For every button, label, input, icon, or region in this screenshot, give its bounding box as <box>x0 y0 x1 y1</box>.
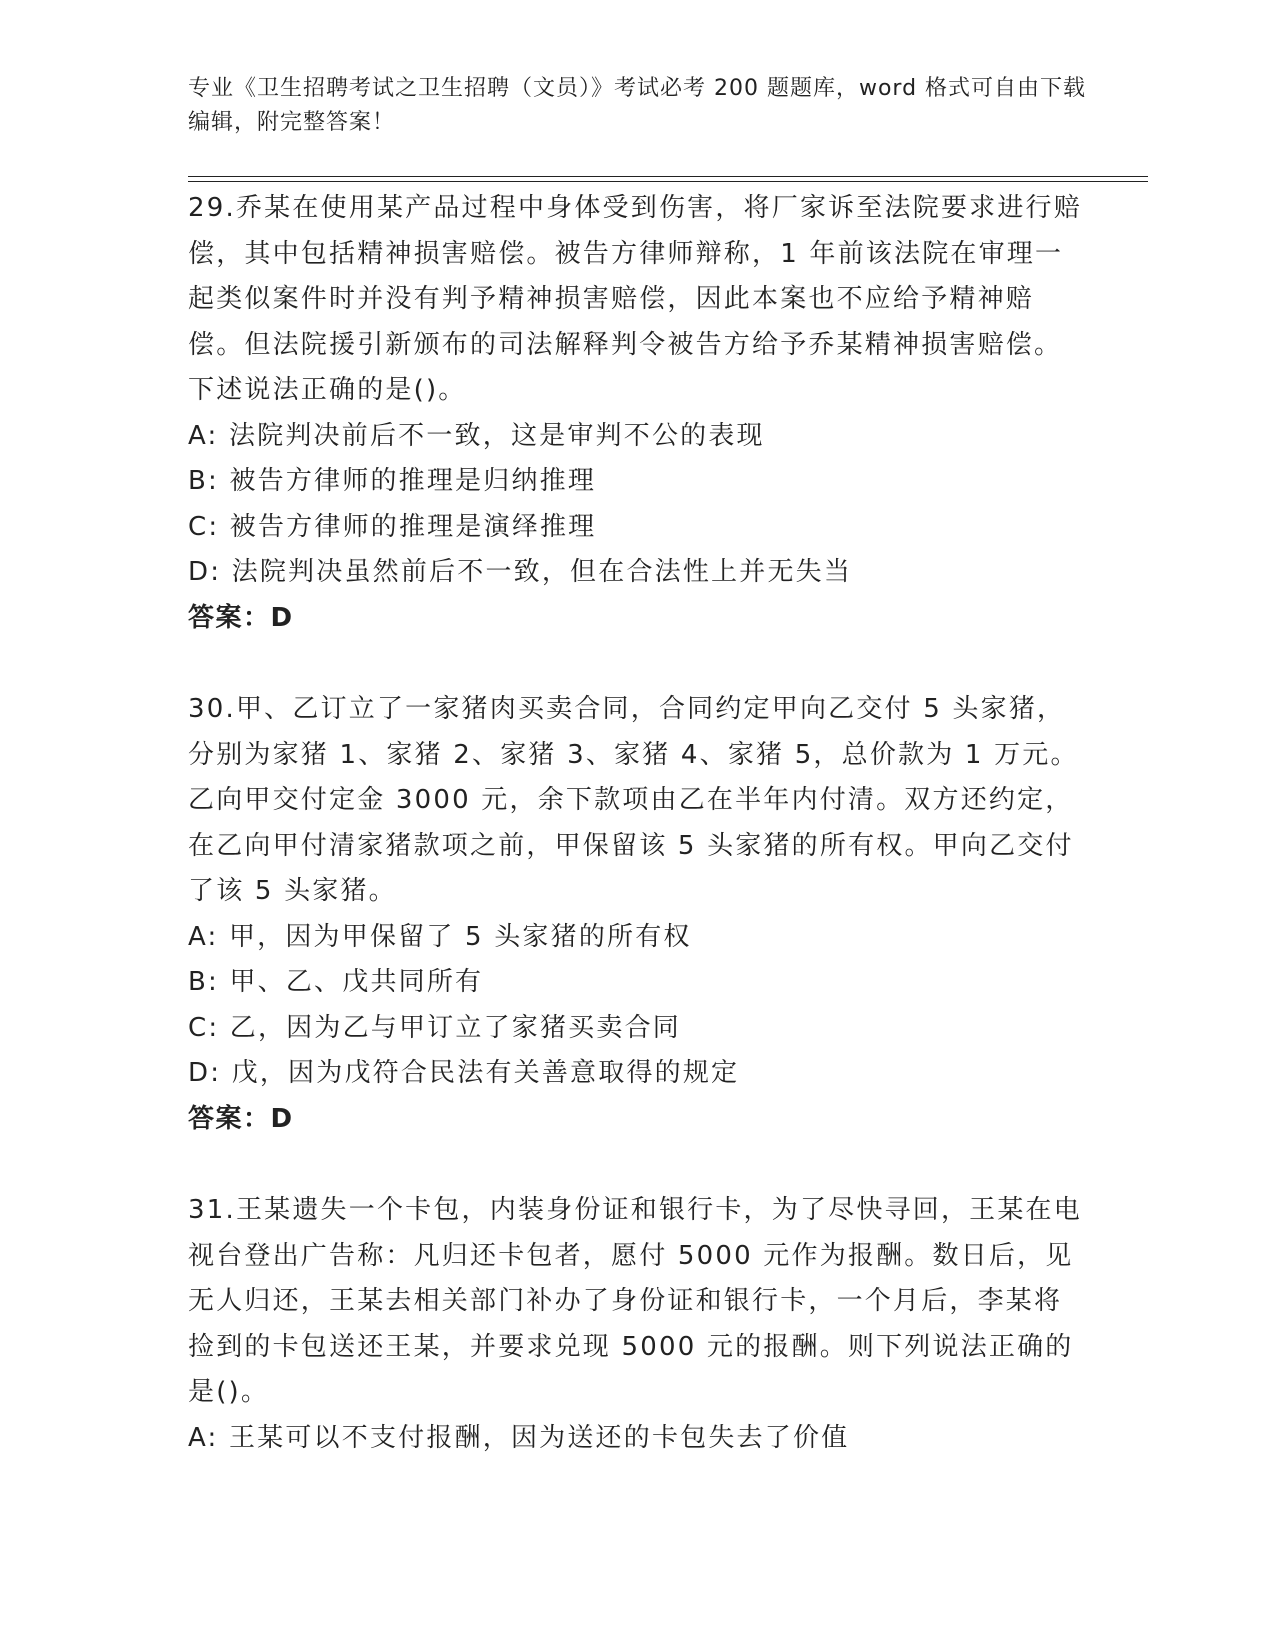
option-a: A: 王某可以不支付报酬，因为送还的卡包失去了价值 <box>188 1422 850 1453</box>
option-b: B: 被告方律师的推理是归纳推理 <box>188 466 597 496</box>
question-30 <box>188 687 1088 1142</box>
option-list <box>188 414 1088 596</box>
option-a: A: 甲，因为甲保留了 5 头家猪的所有权 <box>188 921 692 952</box>
question-spacer <box>188 1142 1088 1188</box>
header-divider-top <box>188 176 1148 177</box>
question-text: 29.乔某在使用某产品过程中身体受到伤害，将厂家诉至法院要求进行赔偿，其中包括精神损害赔偿。被告方律师辩称，1 年前该法院在审理一起类似案件时并没有判予精神损害赔偿，因此本案也不应给予精神赔偿。但法院援引新颁布的司法解释判令被告方给予乔某精神损害赔偿。下述说法正确的是()。 <box>188 193 1082 405</box>
option-b: B: 甲、乙、戊共同所有 <box>188 967 484 997</box>
option-list <box>188 915 1088 1097</box>
option-c: C: 被告方律师的推理是演绎推理 <box>188 511 597 542</box>
option-d: D: 戊，因为戊符合民法有关善意取得的规定 <box>188 1058 740 1088</box>
question-31 <box>188 1188 1088 1461</box>
question-text: 30.甲、乙订立了一家猪肉买卖合同，合同约定甲向乙交付 5 头家猪，分别为家猪 1、家猪 2、家猪 3、家猪 4、家猪 5，总价款为 1 万元。乙向甲交付定金 3000 元，余下款项由乙在半年内付清。双方还约定，在乙向甲付清家猪款项之前，甲保留该 5 头家猪的所有权。甲向乙交付了该 5 头家猪。 <box>188 694 1079 906</box>
page-header <box>188 72 1088 140</box>
option-d: D: 法院判决虽然前后不一致，但在合法性上并无失当 <box>188 557 853 587</box>
header-divider-bottom <box>188 181 1148 182</box>
question-list <box>188 186 1088 1461</box>
option-c: C: 乙，因为乙与甲订立了家猪买卖合同 <box>188 1012 681 1043</box>
answer: 答案：D <box>188 602 294 633</box>
question-spacer <box>188 641 1088 687</box>
header-text: 专业《卫生招聘考试之卫生招聘（文员）》考试必考 200 题题库，word 格式可自由下载编辑，附完整答案！ <box>188 76 1087 135</box>
question-29 <box>188 186 1088 641</box>
option-a: A: 法院判决前后不一致，这是审判不公的表现 <box>188 420 765 451</box>
question-text: 31.王某遗失一个卡包，内装身份证和银行卡，为了尽快寻回，王某在电视台登出广告称：凡归还卡包者，愿付 5000 元作为报酬。数日后，见无人归还，王某去相关部门补办了身份证和银行卡，一个月后，李某将捡到的卡包送还王某，并要求兑现 5000 元的报酬。则下列说法正确的是()。 <box>188 1195 1082 1407</box>
option-list <box>188 1416 1088 1462</box>
answer: 答案：D <box>188 1103 294 1134</box>
